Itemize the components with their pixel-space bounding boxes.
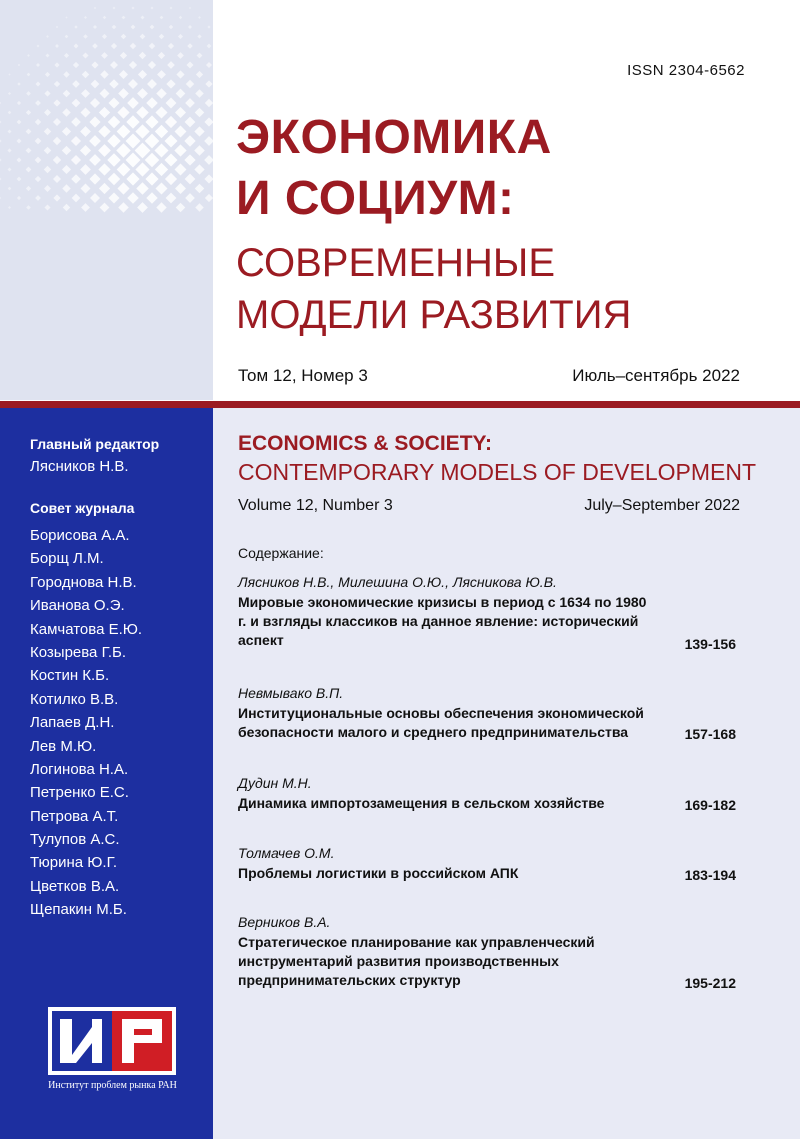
- pattern-diamond: [53, 156, 61, 164]
- pattern-diamond: [35, 119, 41, 125]
- pattern-diamond: [148, 61, 156, 69]
- pattern-diamond: [186, 61, 193, 68]
- title-ru-line-1: ЭКОНОМИКА: [236, 111, 552, 164]
- pattern-diamond: [135, 124, 149, 138]
- pattern-diamond: [140, 34, 146, 40]
- pattern-diamond: [80, 145, 91, 156]
- board-member: Иванова О.Э.: [30, 597, 125, 615]
- pattern-diamond: [131, 25, 136, 30]
- pattern-diamond: [185, 174, 196, 185]
- toc-authors: Верников В.А.: [238, 914, 331, 930]
- pattern-diamond: [17, 139, 22, 144]
- pattern-diamond: [89, 116, 100, 127]
- editor-label: Главный редактор: [30, 436, 160, 452]
- pattern-diamond: [166, 193, 177, 204]
- pattern-diamond: [93, 25, 97, 29]
- pattern-diamond: [7, 167, 11, 171]
- pattern-diamond: [53, 99, 60, 106]
- toc-entry: [238, 914, 748, 991]
- pattern-diamond: [168, 43, 174, 49]
- pattern-diamond: [80, 126, 91, 137]
- pattern-diamond: [98, 163, 110, 175]
- pattern-diamond: [54, 81, 60, 87]
- pattern-diamond: [108, 116, 121, 129]
- board-label: Совет журнала: [30, 500, 135, 516]
- toc-article-title: Мировые экономические кризисы в период с 1634 по 1980 г. и взгляды классиков на данное явление: исторический аспект: [238, 594, 647, 648]
- toc-article-title: Динамика импортозамещения в сельском хозяйстве: [238, 795, 605, 811]
- pattern-diamond: [113, 7, 116, 10]
- pattern-diamond: [145, 153, 160, 168]
- pattern-diamond: [84, 16, 87, 19]
- pattern-diamond: [175, 183, 186, 194]
- toc-entry: [238, 775, 748, 813]
- pattern-diamond: [155, 106, 167, 118]
- title-ru-line-3: СОВРЕМЕННЫЕ: [236, 241, 556, 285]
- pattern-diamond: [128, 79, 138, 89]
- pattern-diamond: [44, 185, 51, 192]
- pattern-diamond: [149, 43, 155, 49]
- pattern-diamond: [100, 89, 110, 99]
- pattern-diamond: [103, 16, 107, 20]
- pattern-diamond: [164, 153, 177, 166]
- pattern-diamond: [26, 91, 31, 96]
- institute-logo-mark: [30, 1005, 195, 1080]
- pattern-diamond: [174, 144, 186, 156]
- pattern-diamond: [126, 115, 139, 128]
- pattern-diamond: [92, 43, 98, 49]
- pattern-diamond: [110, 61, 118, 69]
- pattern-diamond: [109, 79, 119, 89]
- pattern-diamond: [176, 70, 184, 78]
- pattern-diamond: [178, 34, 183, 39]
- board-member: Костин К.Б.: [30, 667, 110, 685]
- pattern-diamond: [80, 164, 91, 175]
- pattern-diamond: [17, 82, 20, 85]
- pattern-diamond: [116, 143, 130, 157]
- pattern-diamond: [117, 125, 131, 139]
- toc-pages: 169-182: [684, 797, 736, 813]
- pattern-diamond: [169, 25, 173, 29]
- pattern-diamond: [90, 98, 100, 108]
- pattern-diamond: [0, 177, 2, 180]
- pattern-diamond: [136, 182, 148, 194]
- pattern-diamond: [156, 183, 168, 195]
- pattern-diamond: [175, 164, 187, 176]
- board-member: Лапаев Д.Н.: [30, 714, 115, 732]
- pattern-diamond: [164, 134, 177, 147]
- pattern-diamond: [165, 173, 177, 185]
- pattern-diamond: [194, 126, 204, 136]
- pattern-diamond: [102, 34, 107, 39]
- pattern-diamond: [8, 187, 12, 191]
- pattern-diamond: [179, 16, 182, 19]
- pattern-diamond: [91, 61, 98, 68]
- pattern-diamond: [62, 108, 70, 116]
- pattern-diamond: [156, 202, 166, 212]
- pattern-diamond: [62, 127, 71, 136]
- pattern-diamond: [150, 25, 155, 30]
- pattern-diamond: [26, 205, 31, 210]
- board-member: Городнова Н.В.: [30, 573, 137, 591]
- pattern-diamond: [0, 102, 1, 105]
- toc-article-title: Институциональные основы обеспечения экономической безопасности малого и среднего предпринимательства: [238, 705, 644, 740]
- toc-authors: Лясников Н.В., Милешина О.Ю., Лясникова Ю.В.: [238, 574, 557, 590]
- pattern-diamond: [62, 165, 71, 174]
- pattern-diamond: [196, 71, 203, 78]
- pattern-diamond: [187, 43, 193, 49]
- board-member: Тюрина Ю.Г.: [30, 854, 118, 872]
- pattern-diamond: [126, 172, 139, 185]
- pattern-diamond: [44, 128, 51, 135]
- pattern-diamond: [53, 118, 61, 126]
- logo-caption: Институт проблем рынка РАН: [48, 1080, 177, 1091]
- pattern-diamond: [177, 52, 184, 59]
- pattern-diamond: [74, 44, 79, 49]
- toc-authors: Толмачев О.М.: [238, 845, 335, 861]
- pattern-diamond: [170, 7, 173, 10]
- pattern-diamond: [175, 107, 186, 118]
- pattern-diamond: [130, 43, 137, 50]
- pattern-diamond: [204, 174, 213, 183]
- pattern-diamond: [195, 203, 203, 211]
- pattern-diamond: [71, 155, 81, 165]
- pattern-diamond: [71, 117, 81, 127]
- pattern-diamond: [122, 16, 126, 20]
- pattern-diamond: [44, 166, 51, 173]
- pattern-diamond: [0, 139, 2, 142]
- pattern-diamond: [98, 144, 111, 157]
- pattern-diamond: [17, 101, 21, 105]
- pattern-diamond: [26, 110, 31, 115]
- pattern-diamond: [155, 163, 168, 176]
- pattern-diamond: [82, 52, 88, 58]
- pattern-diamond: [119, 70, 128, 79]
- title-en-line-2: CONTEMPORARY MODELS OF DEVELOPMENT: [238, 459, 757, 485]
- pattern-diamond: [35, 138, 42, 145]
- pattern-diamond: [197, 34, 201, 38]
- title-ru-line-4: МОДЕЛИ РАЗВИТИЯ: [236, 293, 632, 337]
- pattern-diamond: [135, 162, 149, 176]
- toc-entry: [238, 574, 748, 652]
- pattern-diamond: [8, 92, 11, 95]
- pattern-diamond: [189, 7, 191, 9]
- pattern-diamond: [81, 108, 91, 118]
- pattern-diamond: [194, 164, 204, 174]
- pattern-diamond: [82, 71, 90, 79]
- pattern-diamond: [204, 155, 213, 165]
- pattern-diamond: [167, 61, 175, 69]
- pattern-diamond: [108, 192, 119, 203]
- pattern-diamond: [35, 195, 41, 201]
- pattern-diamond: [44, 90, 50, 96]
- pattern-diamond: [72, 99, 81, 108]
- pattern-diamond: [117, 106, 129, 118]
- pattern-diamond: [7, 148, 11, 152]
- toc-authors: Дудин М.Н.: [238, 775, 312, 791]
- pattern-diamond: [136, 106, 149, 119]
- toc-article-title: Проблемы логистики в российском АПК: [238, 865, 519, 881]
- pattern-diamond: [35, 157, 42, 164]
- pattern-diamond: [56, 26, 59, 29]
- pattern-diamond: [63, 204, 71, 212]
- pattern-diamond: [17, 158, 22, 163]
- pattern-diamond: [72, 194, 81, 203]
- pattern-diamond: [37, 45, 40, 48]
- board-member: Петрова А.Т.: [30, 807, 119, 825]
- pattern-diamond: [117, 182, 129, 194]
- pattern-diamond: [8, 73, 10, 75]
- pattern-diamond: [165, 116, 177, 128]
- pattern-diamond: [186, 80, 194, 88]
- pattern-diamond: [118, 202, 129, 213]
- pattern-diamond: [81, 89, 90, 98]
- board-member: Тулупов А.С.: [30, 831, 120, 849]
- board-member: Лев М.Ю.: [30, 737, 97, 755]
- pattern-diamond: [100, 70, 108, 78]
- toc-authors: Невмывако В.П.: [238, 685, 344, 701]
- pattern-diamond: [138, 70, 147, 79]
- toc-pages: 195-212: [684, 975, 736, 991]
- board-member: Борисова А.А.: [30, 527, 130, 544]
- pattern-diamond: [45, 72, 50, 77]
- pattern-diamond: [175, 126, 187, 138]
- editor-name: Лясников Н.В.: [30, 458, 129, 475]
- board-member: Котилко В.В.: [30, 690, 119, 708]
- pattern-diamond: [127, 192, 139, 204]
- pattern-diamond: [184, 135, 195, 146]
- toc-pages: 157-168: [684, 726, 736, 742]
- pattern-diamond: [53, 194, 60, 201]
- toc-entry: [238, 845, 748, 883]
- pattern-diamond: [65, 16, 67, 18]
- pattern-diamond: [83, 34, 88, 39]
- pattern-diamond: [71, 136, 81, 146]
- pattern-diamond: [63, 71, 69, 77]
- pattern-diamond: [72, 80, 80, 88]
- toc-pages: 183-194: [684, 867, 736, 883]
- pattern-diamond: [36, 82, 41, 87]
- pattern-diamond: [197, 53, 203, 59]
- pattern-diamond: [145, 115, 158, 128]
- board-member-list: [30, 524, 142, 922]
- pattern-diamond: [46, 54, 50, 58]
- issn-number: ISSN 2304-6562: [627, 62, 745, 79]
- pattern-diamond: [8, 206, 11, 209]
- pattern-diamond: [62, 184, 70, 192]
- pattern-diamond: [205, 80, 212, 87]
- pattern-diamond: [107, 134, 120, 147]
- pattern-diamond: [147, 79, 157, 89]
- issue-date-ru: Июль–сентябрь 2022: [572, 366, 740, 385]
- contents-panel: [213, 408, 800, 1139]
- issue-date-en: July–September 2022: [584, 497, 740, 514]
- board-member: Камчатова Е.Ю.: [30, 620, 143, 638]
- pattern-diamond: [184, 154, 195, 165]
- pattern-diamond: [156, 88, 167, 99]
- board-member: Козырева Г.Б.: [30, 643, 127, 661]
- pattern-diamond: [35, 100, 41, 106]
- pattern-diamond: [194, 145, 205, 156]
- pattern-diamond: [117, 163, 131, 177]
- pattern-diamond: [90, 193, 100, 203]
- pattern-diamond: [26, 186, 31, 191]
- pattern-diamond: [205, 99, 213, 107]
- pattern-diamond: [81, 184, 91, 194]
- pattern-diamond: [27, 54, 30, 57]
- pattern-diamond: [204, 117, 213, 126]
- pattern-diamond: [65, 35, 69, 39]
- pattern-diamond: [18, 64, 21, 67]
- pattern-diamond: [89, 135, 101, 147]
- pattern-diamond: [127, 97, 139, 109]
- pattern-diamond: [26, 167, 32, 173]
- pattern-diamond: [8, 111, 12, 115]
- pattern-diamond: [166, 79, 175, 88]
- pattern-diamond: [55, 44, 59, 48]
- pattern-diamond: [44, 204, 50, 210]
- pattern-diamond: [159, 34, 164, 39]
- pattern-diamond: [46, 35, 49, 38]
- pattern-diamond: [176, 89, 186, 99]
- pattern-diamond: [118, 88, 129, 99]
- pattern-diamond: [108, 97, 119, 108]
- pattern-diamond: [53, 175, 61, 183]
- pattern-diamond: [36, 63, 40, 67]
- pattern-diamond: [101, 52, 108, 59]
- pattern-diamond: [126, 134, 141, 149]
- pattern-diamond: [0, 197, 1, 200]
- pattern-diamond: [129, 61, 137, 69]
- board-member: Петренко Е.С.: [30, 784, 129, 802]
- pattern-diamond: [137, 88, 148, 99]
- pattern-diamond: [91, 80, 100, 89]
- pattern-diamond: [185, 193, 195, 203]
- pattern-diamond: [139, 52, 146, 59]
- pattern-diamond: [0, 120, 2, 123]
- pattern-diamond: [17, 120, 22, 125]
- pattern-diamond: [26, 148, 32, 154]
- pattern-diamond: [145, 134, 160, 149]
- pattern-diamond: [7, 129, 11, 133]
- pattern-diamond: [204, 136, 213, 146]
- pattern-diamond: [157, 70, 166, 79]
- board-member: Цветков В.А.: [30, 877, 120, 895]
- pattern-diamond: [207, 25, 210, 28]
- pattern-diamond: [131, 6, 134, 9]
- pattern-diamond: [206, 62, 212, 68]
- pattern-diamond: [98, 125, 110, 137]
- pattern-diamond: [135, 143, 151, 159]
- pattern-diamond: [53, 137, 61, 145]
- pattern-diamond: [64, 53, 69, 58]
- pattern-diamond: [99, 183, 110, 194]
- pattern-diamond: [195, 108, 205, 118]
- board-member: Борщ Л.М.: [30, 550, 104, 568]
- red-divider-line: [0, 401, 800, 408]
- pattern-diamond: [63, 90, 71, 98]
- pattern-diamond: [120, 52, 127, 59]
- pattern-diamond: [99, 107, 110, 118]
- pattern-diamond: [100, 203, 110, 213]
- pattern-diamond: [158, 52, 165, 59]
- pattern-diamond: [107, 153, 120, 166]
- pattern-diamond: [62, 146, 71, 155]
- pattern-diamond: [108, 173, 120, 185]
- issue-volume-en: Volume 12, Number 3: [238, 497, 393, 514]
- pattern-diamond: [160, 16, 164, 20]
- pattern-diamond: [0, 158, 2, 161]
- pattern-diamond: [207, 44, 212, 49]
- toc-pages: 139-156: [684, 636, 736, 652]
- issue-volume-ru: Том 12, Номер 3: [238, 366, 368, 385]
- pattern-diamond: [26, 129, 32, 135]
- pattern-diamond: [154, 143, 168, 157]
- pattern-diamond: [141, 16, 145, 20]
- pattern-diamond: [71, 174, 81, 184]
- pattern-diamond: [188, 25, 192, 29]
- pattern-diamond: [89, 154, 101, 166]
- pattern-diamond: [35, 176, 41, 182]
- title-ru-line-2: И СОЦИУМ:: [236, 172, 515, 225]
- pattern-diamond: [89, 173, 100, 184]
- pattern-diamond: [137, 202, 148, 213]
- pattern-diamond: [145, 172, 158, 185]
- decorative-pattern-panel: [0, 0, 213, 400]
- pattern-diamond: [17, 196, 21, 200]
- toc-heading: Содержание:: [238, 545, 324, 561]
- pattern-diamond: [74, 25, 77, 28]
- pattern-diamond: [44, 109, 51, 116]
- pattern-diamond: [176, 203, 186, 213]
- diamond-pattern: [0, 0, 213, 400]
- board-member: Логинова Н.А.: [30, 760, 129, 778]
- pattern-diamond: [94, 7, 96, 9]
- pattern-diamond: [198, 16, 201, 19]
- pattern-diamond: [54, 62, 59, 67]
- pattern-diamond: [17, 177, 22, 182]
- pattern-diamond: [73, 62, 79, 68]
- pattern-diamond: [195, 89, 204, 98]
- board-member: Щепакин М.Б.: [30, 901, 127, 919]
- pattern-diamond: [112, 25, 117, 30]
- pattern-diamond: [205, 194, 213, 202]
- title-en-line-1: ECONOMICS & SOCIETY:: [238, 432, 492, 455]
- pattern-diamond: [195, 184, 205, 194]
- pattern-diamond: [81, 203, 90, 212]
- pattern-diamond: [146, 192, 158, 204]
- pattern-diamond: [150, 6, 153, 9]
- pattern-diamond: [166, 98, 177, 109]
- toc-article-title: Стратегическое планирование как управленческий инструментарий развития производственных предпринимательских структур: [238, 934, 595, 988]
- toc-entry: [238, 685, 748, 742]
- pattern-diamond: [27, 73, 31, 77]
- pattern-diamond: [185, 98, 195, 108]
- pattern-diamond: [111, 43, 117, 49]
- pattern-diamond: [126, 153, 141, 168]
- pattern-diamond: [185, 117, 196, 128]
- pattern-diamond: [146, 97, 158, 109]
- pattern-diamond: [44, 147, 52, 155]
- pattern-diamond: [121, 34, 127, 40]
- pattern-diamond: [155, 125, 168, 138]
